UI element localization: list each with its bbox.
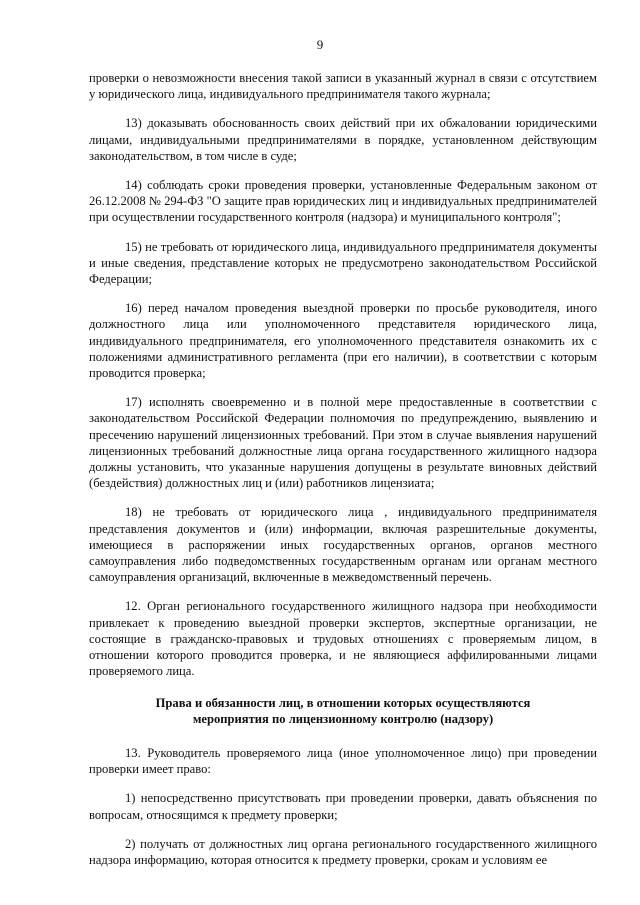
paragraph-section-12: 12. Орган регионального государственного жилищного надзора при необходимости привлекает к проведению выездной проверки экспертов, экспертные организации, не состоящие в гражданско-правовых и трудовых отношениях с проверяемым лицом, в отношении которого проводится проверка, и не являющиеся аффилированными лицами проверяемого лица. — [89, 599, 597, 679]
paragraph-right-1: 1) непосредственно присутствовать при проведении проверки, давать объяснения по вопросам, относящимся к предмету проверки; — [89, 791, 597, 822]
paragraph-continuation: проверки о невозможности внесения такой записи в указанный журнал в связи с отсутствием у юридического лица, индивидуального предпринимателя такого журнала; — [89, 71, 597, 102]
section-heading — [89, 695, 597, 727]
paragraph-item-17: 17) исполнять своевременно и в полной мере предоставленные в соответствии с законодательством Российской Федерации полномочия по предупреждению, выявлению и пресечению нарушений лицензионных требований. При этом в случае выявления нарушений лицензионных требований должностные лица органа государственного жилищного надзора должны установить, что указанные нарушения допущены в результате виновных действий (бездействия) должностных лиц и (или) работников лицензиата; — [89, 395, 597, 491]
section-heading-line-1: Права и обязанности лиц, в отношении которых осуществляются — [155, 695, 531, 710]
paragraph-section-13: 13. Руководитель проверяемого лица (иное уполномоченное лицо) при проведении проверки имеет право: — [89, 745, 597, 777]
paragraph-item-13: 13) доказывать обоснованность своих действий при их обжаловании юридическими лицами, индивидуальными предпринимателями в порядке, установленном действующим законодательством, в том числе в суде; — [89, 116, 597, 163]
page-number: 9 — [316, 37, 324, 52]
document-body — [89, 70, 597, 881]
paragraph-right-2: 2) получать от должностных лиц органа регионального государственного жилищного надзора информацию, которая относится к предмету проверки, срокам и условиям ее — [89, 836, 597, 867]
section-heading-line-2: мероприятия по лицензионному контролю (надзору) — [192, 711, 494, 726]
paragraph-item-18: 18) не требовать от юридического лица , индивидуального предпринимателя представления документов и (или) информации, включая разрешительные документы, имеющиеся в распоряжении иных государственных органов, органов местного самоуправления либо подведомственных государственным органам или органам местного самоуправления организаций, включенные в межведомственный перечень. — [89, 505, 597, 585]
paragraph-item-14: 14) соблюдать сроки проведения проверки, установленные Федеральным законом от 26.12.2008 № 294-ФЗ "О защите прав юридических лиц и индивидуальных предпринимателей при осуществлении государственного контроля (надзора) и муниципального контроля"; — [89, 178, 597, 225]
paragraph-item-16: 16) перед началом проведения выездной проверки по просьбе руководителя, иного должностного лица или уполномоченного представителя юридического лица, индивидуального предпринимателя, его уполномоченного представителя ознакомить их с положениями административного регламента (при его наличии), в соответствии с которым проводится проверка; — [89, 301, 597, 381]
paragraph-item-15: 15) не требовать от юридического лица, индивидуального предпринимателя документы и иные сведения, представление которых не предусмотрено законодательством Российской Федерации; — [89, 239, 597, 287]
